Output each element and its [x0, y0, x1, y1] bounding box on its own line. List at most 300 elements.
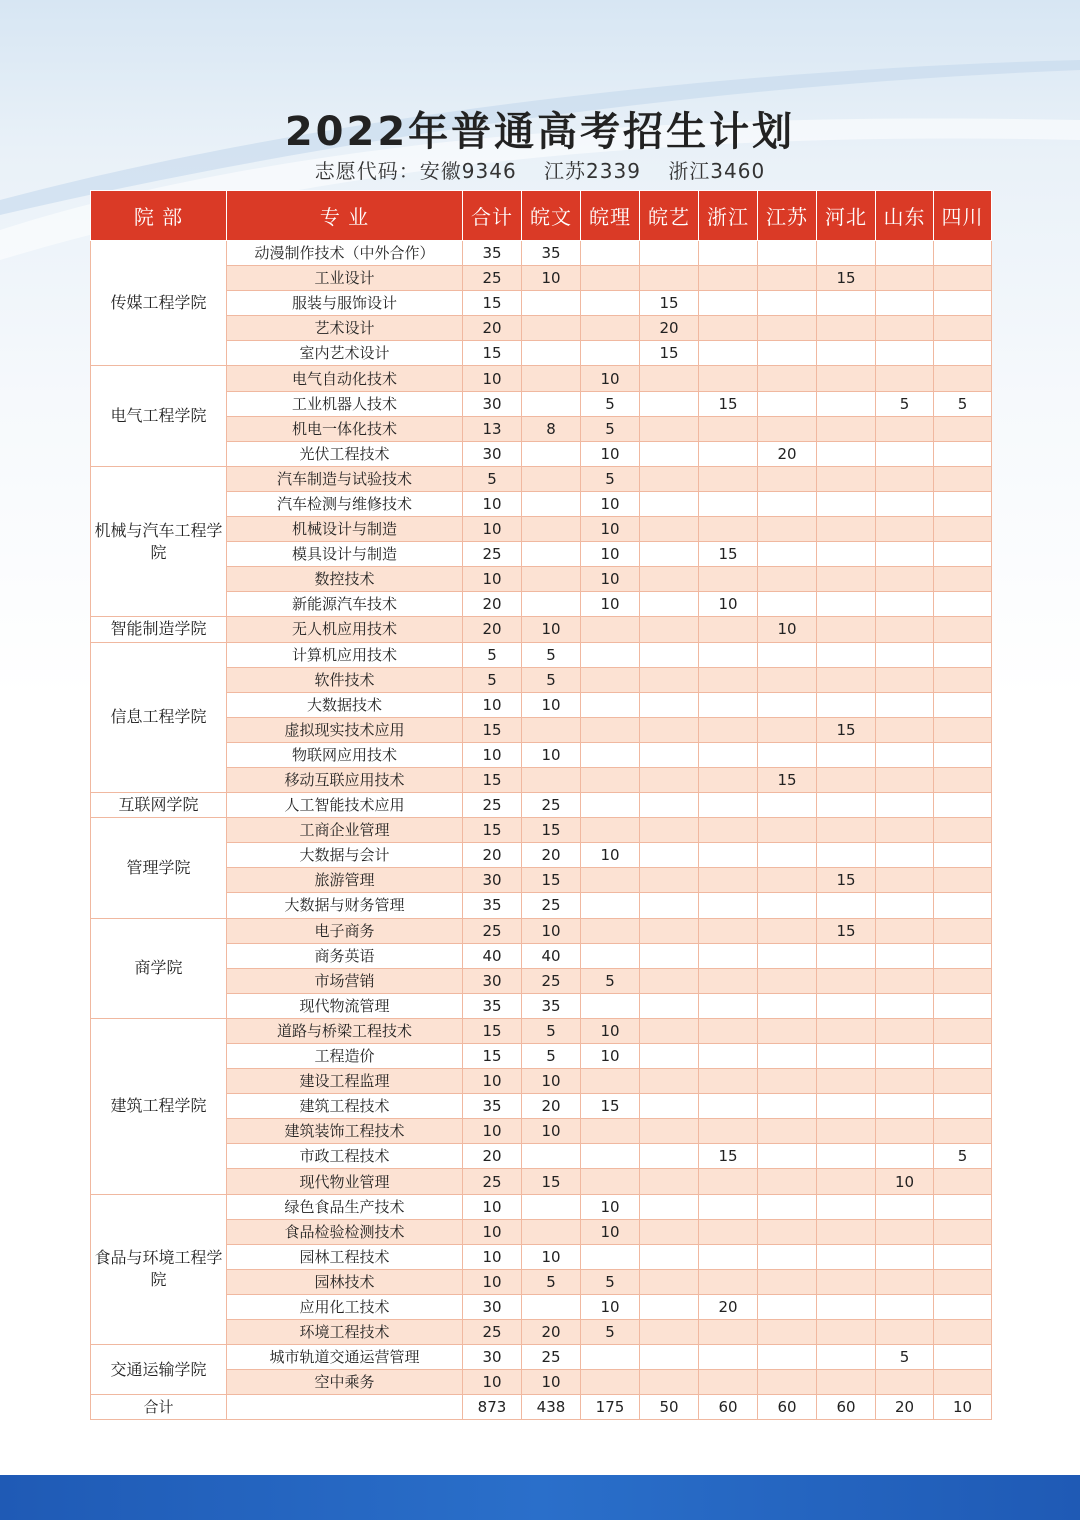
quota-cell: [758, 366, 817, 391]
major-name: 机械设计与制造: [227, 517, 463, 542]
quota-cell: [876, 692, 934, 717]
quota-cell: [758, 943, 817, 968]
quota-cell: [522, 441, 581, 466]
quota-cell: [758, 968, 817, 993]
quota-cell: [876, 943, 934, 968]
quota-cell: [699, 466, 758, 491]
quota-cell: 10: [522, 266, 581, 291]
table-row: [91, 366, 992, 391]
major-name: 建筑装饰工程技术: [227, 1119, 463, 1144]
total-value: 873: [463, 1395, 522, 1420]
quota-cell: [817, 1219, 876, 1244]
major-name: 道路与桥梁工程技术: [227, 1018, 463, 1043]
quota-cell: [876, 441, 934, 466]
quota-cell: 20: [758, 441, 817, 466]
quota-cell: [640, 1219, 699, 1244]
quota-cell: [758, 1269, 817, 1294]
quota-cell: [522, 717, 581, 742]
major-name: 旅游管理: [227, 868, 463, 893]
quota-cell: [699, 667, 758, 692]
quota-cell: [699, 943, 758, 968]
quota-cell: [522, 592, 581, 617]
quota-cell: 10: [522, 692, 581, 717]
quota-cell: 10: [463, 1069, 522, 1094]
quota-cell: [876, 742, 934, 767]
table-row: [91, 993, 992, 1018]
quota-cell: [817, 341, 876, 366]
quota-cell: [522, 767, 581, 792]
quota-cell: [758, 1219, 817, 1244]
major-name: 艺术设计: [227, 316, 463, 341]
quota-cell: [640, 1018, 699, 1043]
quota-cell: [581, 642, 640, 667]
quota-cell: [817, 1119, 876, 1144]
quota-cell: [581, 1169, 640, 1194]
quota-cell: 5: [934, 391, 992, 416]
quota-cell: [699, 1169, 758, 1194]
quota-cell: 30: [463, 1294, 522, 1319]
quota-cell: 15: [758, 767, 817, 792]
quota-cell: [934, 1219, 992, 1244]
quota-cell: [640, 517, 699, 542]
major-name: 动漫制作技术（中外合作）: [227, 241, 463, 266]
table-row: [91, 893, 992, 918]
quota-cell: [640, 868, 699, 893]
total-value: 60: [699, 1395, 758, 1420]
major-name: 光伏工程技术: [227, 441, 463, 466]
table-row: [91, 567, 992, 592]
quota-cell: 20: [463, 1144, 522, 1169]
quota-cell: [934, 1044, 992, 1069]
quota-cell: [581, 1119, 640, 1144]
quota-cell: [934, 1244, 992, 1269]
quota-cell: 40: [522, 943, 581, 968]
quota-cell: 5: [463, 667, 522, 692]
quota-cell: [876, 968, 934, 993]
college-name: 传媒工程学院: [91, 241, 227, 366]
table-row: [91, 542, 992, 567]
quota-cell: [640, 592, 699, 617]
table-row: [91, 1044, 992, 1069]
quota-cell: [758, 918, 817, 943]
quota-cell: [758, 993, 817, 1018]
quota-cell: 5: [522, 1044, 581, 1069]
quota-cell: [522, 567, 581, 592]
quota-cell: [817, 893, 876, 918]
college-name: 信息工程学院: [91, 642, 227, 793]
quota-cell: [934, 1018, 992, 1043]
quota-cell: [640, 1044, 699, 1069]
quota-cell: [876, 466, 934, 491]
quota-cell: [699, 1269, 758, 1294]
quota-cell: [758, 742, 817, 767]
table-row: [91, 517, 992, 542]
quota-cell: 20: [522, 843, 581, 868]
quota-cell: 25: [522, 893, 581, 918]
college-name: 食品与环境工程学院: [91, 1194, 227, 1345]
quota-cell: [640, 993, 699, 1018]
quota-cell: [640, 542, 699, 567]
quota-cell: [640, 717, 699, 742]
quota-cell: 10: [581, 592, 640, 617]
quota-cell: [640, 1244, 699, 1269]
major-name: 食品检验检测技术: [227, 1219, 463, 1244]
application-codes: [0, 155, 1080, 184]
quota-cell: [758, 1169, 817, 1194]
quota-cell: 5: [463, 466, 522, 491]
quota-cell: [876, 1269, 934, 1294]
college-name: 交通运输学院: [91, 1345, 227, 1395]
college-name: 建筑工程学院: [91, 1018, 227, 1194]
table-row: [91, 1294, 992, 1319]
quota-cell: 25: [463, 1320, 522, 1345]
major-name: 应用化工技术: [227, 1294, 463, 1319]
page-title: 2022年普通高考招生计划: [284, 109, 796, 155]
quota-cell: [934, 291, 992, 316]
quota-cell: [817, 1144, 876, 1169]
quota-cell: [699, 868, 758, 893]
quota-cell: [876, 592, 934, 617]
table-row: [91, 943, 992, 968]
quota-cell: [758, 592, 817, 617]
quota-cell: 5: [581, 968, 640, 993]
quota-cell: [817, 416, 876, 441]
quota-cell: 30: [463, 1345, 522, 1370]
quota-cell: [817, 1345, 876, 1370]
major-name: 服装与服饰设计: [227, 291, 463, 316]
quota-cell: [934, 491, 992, 516]
major-name: 建设工程监理: [227, 1069, 463, 1094]
quota-cell: [876, 767, 934, 792]
quota-cell: [934, 316, 992, 341]
quota-cell: 5: [581, 1269, 640, 1294]
major-name: 园林技术: [227, 1269, 463, 1294]
college-name: 电气工程学院: [91, 366, 227, 466]
table-row: [91, 316, 992, 341]
quota-cell: 20: [463, 592, 522, 617]
table-row: [91, 1018, 992, 1043]
quota-cell: [699, 441, 758, 466]
quota-cell: 40: [463, 943, 522, 968]
quota-cell: 10: [463, 517, 522, 542]
code-zhejiang: 浙江3460: [668, 159, 766, 183]
quota-cell: [640, 968, 699, 993]
quota-cell: 20: [463, 617, 522, 642]
quota-cell: 15: [699, 542, 758, 567]
quota-cell: 10: [522, 617, 581, 642]
major-name: 大数据与会计: [227, 843, 463, 868]
column-header: 院 部: [91, 191, 227, 241]
quota-cell: [876, 1294, 934, 1319]
quota-cell: [758, 291, 817, 316]
table-row: [91, 391, 992, 416]
quota-cell: [522, 466, 581, 491]
major-name: 数控技术: [227, 567, 463, 592]
quota-cell: 25: [463, 266, 522, 291]
quota-cell: [699, 843, 758, 868]
table-row: [91, 1094, 992, 1119]
quota-cell: 5: [876, 391, 934, 416]
quota-cell: [640, 1370, 699, 1395]
quota-cell: [758, 793, 817, 818]
quota-cell: [876, 517, 934, 542]
quota-cell: [934, 1269, 992, 1294]
quota-cell: [876, 642, 934, 667]
quota-cell: [817, 1169, 876, 1194]
quota-cell: 30: [463, 441, 522, 466]
column-header: 皖理: [581, 191, 640, 241]
quota-cell: [758, 642, 817, 667]
quota-cell: 30: [463, 868, 522, 893]
quota-cell: [876, 1370, 934, 1395]
quota-cell: [640, 266, 699, 291]
quota-cell: [522, 1144, 581, 1169]
quota-cell: 10: [581, 567, 640, 592]
quota-cell: 30: [463, 968, 522, 993]
major-name: 空中乘务: [227, 1370, 463, 1395]
quota-cell: [817, 1194, 876, 1219]
table-row: [91, 592, 992, 617]
quota-cell: [934, 943, 992, 968]
quota-cell: [934, 341, 992, 366]
major-name: 模具设计与制造: [227, 542, 463, 567]
major-name: 工程造价: [227, 1044, 463, 1069]
quota-cell: [699, 1018, 758, 1043]
major-name: 无人机应用技术: [227, 617, 463, 642]
quota-cell: 10: [581, 366, 640, 391]
quota-cell: [817, 1044, 876, 1069]
college-name: 管理学院: [91, 818, 227, 918]
college-name: 智能制造学院: [91, 617, 227, 642]
quota-cell: [758, 241, 817, 266]
quota-cell: 20: [699, 1294, 758, 1319]
major-name: 市政工程技术: [227, 1144, 463, 1169]
quota-cell: [640, 893, 699, 918]
quota-cell: [934, 968, 992, 993]
quota-cell: [817, 943, 876, 968]
quota-cell: [934, 993, 992, 1018]
column-header: 合计: [463, 191, 522, 241]
quota-cell: [758, 692, 817, 717]
quota-cell: [934, 1069, 992, 1094]
quota-cell: [876, 993, 934, 1018]
column-header: 专 业: [227, 191, 463, 241]
quota-cell: 35: [522, 241, 581, 266]
quota-cell: 10: [463, 1370, 522, 1395]
quota-cell: [758, 542, 817, 567]
quota-cell: [817, 1094, 876, 1119]
quota-cell: [934, 241, 992, 266]
quota-cell: 10: [581, 491, 640, 516]
quota-cell: [817, 667, 876, 692]
quota-cell: [876, 868, 934, 893]
quota-cell: [876, 1069, 934, 1094]
total-empty-cell: [227, 1395, 463, 1420]
quota-cell: [522, 1294, 581, 1319]
total-value: 50: [640, 1395, 699, 1420]
quota-cell: [876, 1144, 934, 1169]
table-row: [91, 1370, 992, 1395]
quota-cell: [876, 893, 934, 918]
quota-cell: 25: [522, 968, 581, 993]
quota-cell: [581, 316, 640, 341]
quota-cell: [934, 918, 992, 943]
quota-cell: 5: [876, 1345, 934, 1370]
code-jiangsu: 江苏2339: [544, 159, 641, 183]
table-row: [91, 918, 992, 943]
quota-cell: 35: [522, 993, 581, 1018]
major-name: 汽车检测与维修技术: [227, 491, 463, 516]
column-header: 皖文: [522, 191, 581, 241]
quota-cell: [522, 517, 581, 542]
quota-cell: [699, 1345, 758, 1370]
quota-cell: [699, 1219, 758, 1244]
quota-cell: [758, 843, 817, 868]
quota-cell: 5: [581, 1320, 640, 1345]
quota-cell: 5: [581, 466, 640, 491]
quota-cell: [699, 793, 758, 818]
quota-cell: [934, 767, 992, 792]
table-row: [91, 241, 992, 266]
table-row: [91, 1194, 992, 1219]
quota-cell: [817, 1069, 876, 1094]
table-row: [91, 868, 992, 893]
quota-cell: [876, 667, 934, 692]
quota-cell: [817, 1244, 876, 1269]
quota-cell: [934, 868, 992, 893]
quota-cell: [758, 391, 817, 416]
quota-cell: [817, 1370, 876, 1395]
total-row: [91, 1395, 992, 1420]
quota-cell: 15: [522, 1169, 581, 1194]
quota-cell: [934, 466, 992, 491]
column-header: 河北: [817, 191, 876, 241]
quota-cell: [522, 1194, 581, 1219]
total-value: 60: [817, 1395, 876, 1420]
code-anhui: 志愿代码：安徽9346: [314, 159, 517, 183]
quota-cell: 25: [522, 1345, 581, 1370]
quota-cell: 10: [463, 491, 522, 516]
quota-cell: 10: [522, 1244, 581, 1269]
major-name: 大数据与财务管理: [227, 893, 463, 918]
quota-cell: [934, 1119, 992, 1144]
quota-cell: [817, 617, 876, 642]
quota-cell: [522, 391, 581, 416]
quota-cell: 10: [581, 1219, 640, 1244]
quota-cell: [699, 893, 758, 918]
table-row: [91, 291, 992, 316]
quota-cell: [817, 1269, 876, 1294]
column-header: 四川: [934, 191, 992, 241]
quota-cell: [640, 1144, 699, 1169]
quota-cell: [699, 1370, 758, 1395]
quota-cell: [876, 1018, 934, 1043]
quota-cell: 10: [463, 1269, 522, 1294]
quota-cell: [876, 1119, 934, 1144]
quota-cell: [876, 316, 934, 341]
table-row: [91, 1144, 992, 1169]
quota-cell: 10: [581, 1194, 640, 1219]
major-name: 现代物业管理: [227, 1169, 463, 1194]
quota-cell: [522, 316, 581, 341]
quota-cell: [934, 642, 992, 667]
table-row: [91, 843, 992, 868]
quota-cell: 15: [699, 391, 758, 416]
quota-cell: 10: [699, 592, 758, 617]
quota-cell: [876, 818, 934, 843]
quota-cell: [817, 441, 876, 466]
quota-cell: 5: [934, 1144, 992, 1169]
quota-cell: [699, 1244, 758, 1269]
major-name: 汽车制造与试验技术: [227, 466, 463, 491]
quota-cell: [758, 517, 817, 542]
quota-cell: 10: [463, 1219, 522, 1244]
quota-cell: [699, 366, 758, 391]
quota-cell: 15: [581, 1094, 640, 1119]
quota-cell: [876, 567, 934, 592]
quota-cell: 8: [522, 416, 581, 441]
quota-cell: [934, 266, 992, 291]
quota-cell: [876, 491, 934, 516]
quota-cell: [640, 1269, 699, 1294]
table-row: [91, 617, 992, 642]
table-row: [91, 1345, 992, 1370]
quota-cell: [817, 818, 876, 843]
quota-cell: 15: [640, 341, 699, 366]
quota-cell: 10: [463, 567, 522, 592]
table-row: [91, 341, 992, 366]
quota-cell: 20: [522, 1094, 581, 1119]
quota-cell: [817, 241, 876, 266]
quota-cell: [934, 517, 992, 542]
quota-cell: [581, 291, 640, 316]
quota-cell: [640, 1119, 699, 1144]
quota-cell: 10: [581, 1044, 640, 1069]
quota-cell: [581, 943, 640, 968]
quota-cell: [581, 341, 640, 366]
quota-cell: [640, 241, 699, 266]
quota-cell: [699, 1094, 758, 1119]
quota-cell: [699, 517, 758, 542]
major-name: 大数据技术: [227, 692, 463, 717]
total-value: 20: [876, 1395, 934, 1420]
quota-cell: 5: [522, 1269, 581, 1294]
quota-cell: [758, 893, 817, 918]
quota-cell: [758, 1144, 817, 1169]
quota-cell: 20: [463, 843, 522, 868]
quota-cell: 10: [522, 1370, 581, 1395]
quota-cell: [817, 642, 876, 667]
quota-cell: [581, 1144, 640, 1169]
quota-cell: [581, 1069, 640, 1094]
quota-cell: [817, 767, 876, 792]
quota-cell: [581, 918, 640, 943]
quota-cell: [758, 1069, 817, 1094]
quota-cell: [934, 592, 992, 617]
quota-cell: [699, 316, 758, 341]
quota-cell: 20: [522, 1320, 581, 1345]
quota-cell: [581, 667, 640, 692]
quota-cell: 25: [463, 1169, 522, 1194]
quota-cell: [640, 466, 699, 491]
quota-cell: [817, 316, 876, 341]
quota-cell: [876, 291, 934, 316]
quota-cell: [876, 1244, 934, 1269]
quota-cell: 20: [463, 316, 522, 341]
quota-cell: [758, 341, 817, 366]
quota-cell: [934, 567, 992, 592]
quota-cell: [876, 366, 934, 391]
